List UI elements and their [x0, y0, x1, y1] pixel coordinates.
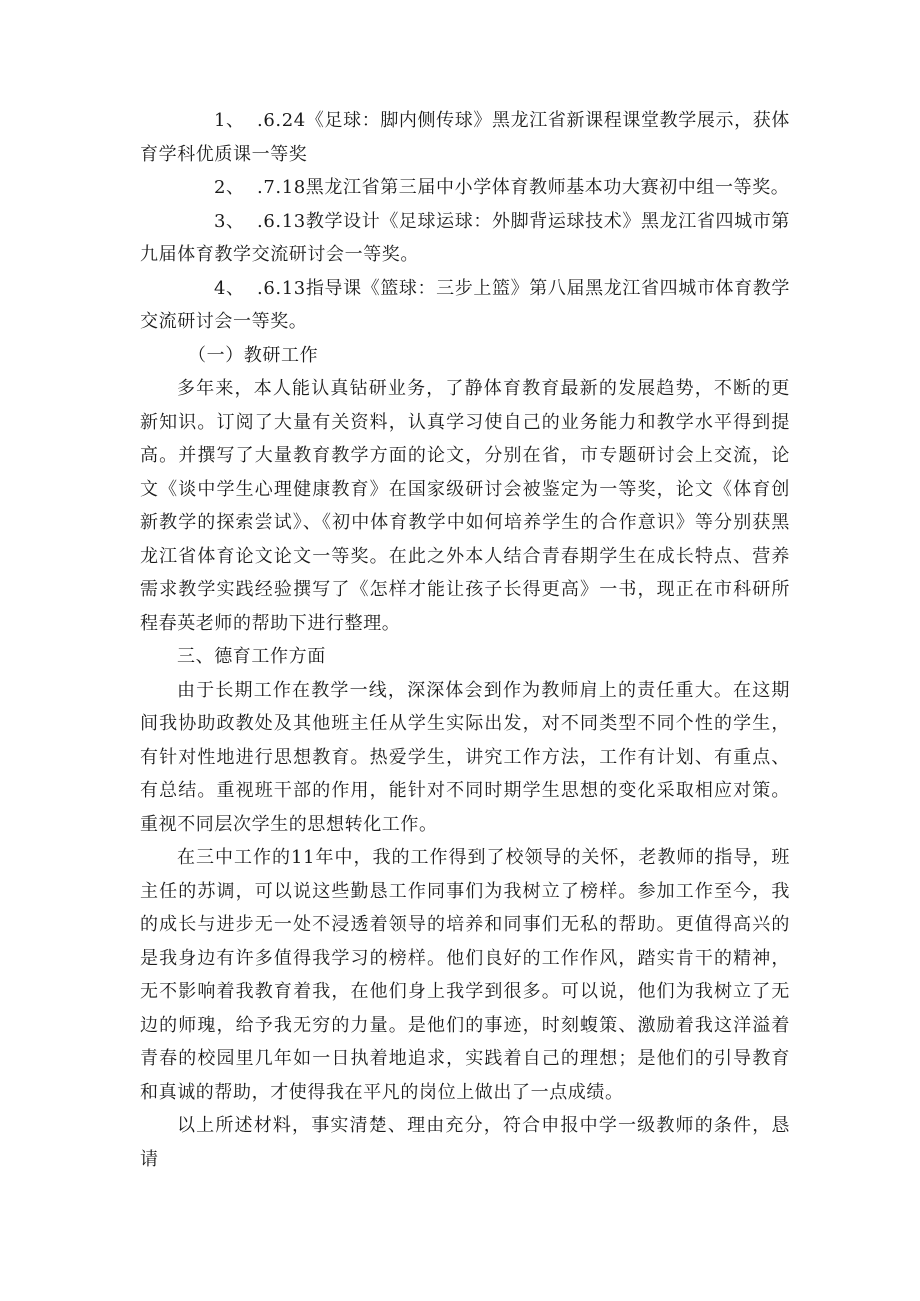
moral-education-paragraph-2: 在三中工作的11年中，我的工作得到了校领导的关怀，老教师的指导，班主任的苏调，可以说这些勤恳工作同事们为我树立了榜样。参加工作至今，我的成长与进步无一处不浸透着领导的培养和同事们无私的帮助。更值得高兴的是我身边有许多值得我学习的榜样。他们良好的工作作风，踏实肯干的精神，无不影响着我教育着我，在他们身上我学到很多。可以说，他们为我树立了无边的师瑰，给予我无穷的力量。是他们的事迹，时刻蝮策、激励着我这洋溢着青春的校园里几年如一日执着地追求，实践着自己的理想；是他们的引导教育和真诚的帮助，才使得我在平凡的岗位上做出了一点成绩。 [140, 847, 790, 1103]
award-number: 2、 [214, 177, 245, 198]
award-item-3 [140, 205, 790, 272]
award-text: .7.18黑龙江省第三届中小学体育教师基本功大赛初中组一等奖。 [257, 177, 790, 198]
award-text: .6.13指导课《篮球：三步上篮》第八届黑龙江省四城市体育教学交流研讨会一等奖。 [140, 277, 790, 332]
moral-education-paragraph-1: 由于长期工作在教学一线，深深体会到作为教师肩上的责任重大。在这期间我协助政教处及其他班主任从学生实际出发，对不同类型不同个性的学生，有针对性地进行思想教育。热爱学生，讲究工作方法，工作有计划、有重点、有总结。重视班干部的作用，能针对不同时期学生思想的变化采取相应对策。重视不同层次学生的思想转化工作。 [140, 679, 790, 835]
moral-education-heading: 三、德育工作方面 [177, 646, 326, 667]
award-item-4 [140, 272, 790, 339]
award-number: 4、 [214, 277, 245, 299]
closing-paragraph: 以上所述材料，事实清楚、理由充分，符合申报中学一级教师的条件，恳请 [140, 1115, 790, 1170]
award-text: .6.24《足球：脚内侧传球》黑龙江省新课程课堂教学展示，获体育学科优质课一等奖 [140, 110, 790, 165]
award-text: .6.13教学设计《足球运球：外脚背运球技术》黑龙江省四城市第九届体育教学交流研讨会一等奖。 [140, 210, 790, 265]
award-number: 3、 [214, 210, 245, 232]
award-item-2 [140, 171, 790, 205]
research-paragraph: 多年来，本人能认真钻研业务，了静体育教育最新的发展趋势，不断的更新知识。订阅了大量有关资料，认真学习使自己的业务能力和教学水平得到提高。并撰写了大量教育教学方面的论文，分别在省，市专题研讨会上交流，论文《谈中学生心理健康教育》在国家级研讨会被鉴定为一等奖，论文《体育创新教学的探索尝试》、《初中体育教学中如何培养学生的合作意识》等分别获黑龙江省体育论文论文一等奖。在此之外本人结合青春期学生在成长特点、营养需求教学实践经验撰写了《怎样才能让孩子长得更高》一书，现正在市科研所程春英老师的帮助下进行整理。 [140, 378, 790, 634]
award-number: 1、 [214, 110, 245, 131]
document-body [140, 104, 790, 1176]
award-item-1 [140, 104, 790, 171]
research-heading: （一）教研工作 [188, 344, 319, 366]
